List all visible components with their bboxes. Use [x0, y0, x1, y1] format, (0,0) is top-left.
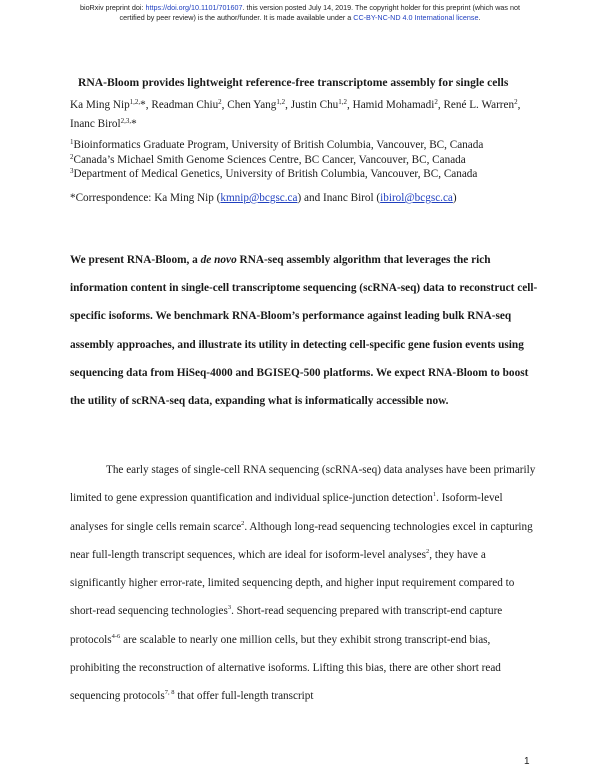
- author-affiliation-sup: 2: [514, 98, 518, 106]
- header-text: . this version posted July 14, 2019. The copyright holder for this preprint (which was not: [242, 3, 521, 12]
- author-name: Inanc Birol: [70, 118, 121, 130]
- affiliation-number: 3: [70, 167, 74, 175]
- header-text: bioRxiv preprint doi:: [79, 3, 146, 12]
- body-text: , they have a significantly higher error-rate, limited sequencing depth, and higher input requirement compared to short-read sequencing technologies: [70, 548, 515, 618]
- body-text: The early stages of single-cell RNA sequencing (scRNA-seq) data analyses have been primarily limited to gene expression quantification and individual splice-junction detection: [70, 464, 536, 505]
- doi-link[interactable]: https://doi.org/10.1101/701607: [145, 3, 243, 12]
- correspondence-text: *Correspondence: Ka Ming Nip (: [70, 192, 221, 204]
- email-link-nip[interactable]: kmnip@bcgsc.ca: [220, 192, 298, 204]
- introduction-paragraph: [70, 456, 540, 711]
- abstract-italic-text: de novo: [200, 254, 237, 266]
- abstract-text: We present RNA-Bloom, a: [70, 254, 201, 266]
- corresponding-author-mark: *: [140, 99, 146, 111]
- paper-title: RNA-Bloom provides lightweight reference-free transcriptome assembly for single cells: [78, 76, 509, 89]
- affiliation-text: Canada’s Michael Smith Genome Sciences Centre, BC Cancer, Vancouver, BC, Canada: [73, 153, 466, 166]
- header-text: .: [478, 12, 481, 22]
- author-name: Chen Yang: [227, 99, 277, 111]
- author-affiliation-sup: 2: [218, 98, 222, 106]
- abstract: [70, 246, 540, 415]
- affiliation-line: [70, 153, 550, 168]
- affiliation-text: Department of Medical Genetics, University of British Columbia, Vancouver, BC, Canada: [73, 168, 478, 180]
- author-name: Justin Chu: [290, 99, 339, 111]
- affiliation-text: Bioinformatics Graduate Program, University of British Columbia, Vancouver, BC, Canada: [73, 139, 484, 151]
- email-link-birol[interactable]: ibirol@bcgsc.ca: [380, 192, 453, 204]
- citation-ref: 3: [227, 604, 232, 612]
- body-text: . Short-read sequencing prepared with transcript-end capture protocols: [70, 605, 503, 646]
- body-text: that offer full-length transcript: [174, 690, 314, 703]
- affiliation-line: [70, 138, 550, 153]
- author-name: Readman Chiu: [151, 99, 219, 111]
- body-text: are scalable to nearly one million cells, but they exhibit strong transcript-end bias, prohibiting the reconstruction of alternative isoforms. Lifting this bias, there are other short read sequencing protocols: [70, 633, 501, 703]
- affiliations: [70, 138, 550, 182]
- author-list: [70, 96, 540, 134]
- affiliation-number: 1: [70, 138, 74, 146]
- author-name: Hamid Mohamadi: [352, 99, 435, 111]
- author-separator: ,: [517, 99, 521, 111]
- citation-ref: 1: [432, 491, 437, 499]
- citation-ref: 7, 8: [164, 689, 175, 697]
- author-separator: ,: [221, 99, 228, 111]
- citation-ref: 2: [426, 547, 430, 555]
- corresponding-author-mark: *: [131, 118, 137, 130]
- author-separator: ,: [145, 99, 152, 111]
- page-number: 1: [524, 756, 530, 767]
- preprint-header: [0, 3, 600, 22]
- author-name: Ka Ming Nip: [70, 99, 130, 111]
- body-text: . Although long-read sequencing technologies excel in capturing near full-length transcript sequences, which are ideal for isoform-level analyses: [70, 520, 533, 561]
- author-name: René L. Warren: [443, 99, 515, 111]
- header-line-1: [0, 3, 600, 13]
- citation-ref: 4-6: [111, 632, 121, 640]
- author-separator: ,: [437, 99, 444, 111]
- author-affiliation-sup: 1,2,: [129, 98, 141, 106]
- author-affiliation-sup: 2: [434, 98, 438, 106]
- affiliation-line: [70, 167, 550, 182]
- citation-ref: 2: [241, 519, 245, 527]
- author-separator: ,: [285, 99, 291, 111]
- abstract-text: RNA-seq assembly algorithm that leverages the rich information content in single-cell transcriptome sequencing (scRNA-seq) data to reconstruct cell-specific isoforms. We benchmark RNA-Bloom’s performance against leading bulk RNA-seq assembly approaches, and illustrate its utility in detecting cell-specific gene fusion events using sequencing data from HiSeq-4000 and BGISEQ-500 platforms. We expect RNA-Bloom to boost the utility of scRNA-seq data, expanding what is informatically accessible now.: [70, 254, 538, 408]
- header-text: certified by peer review) is the author/funder. It is made available under a: [119, 12, 354, 22]
- author-affiliation-sup: 2,3,: [120, 117, 132, 125]
- correspondence-text: ) and Inanc Birol (: [297, 192, 381, 204]
- body-text: . Isoform-level analyses for single cells remain scarce: [70, 492, 503, 533]
- author-separator: ,: [347, 99, 353, 111]
- correspondence: [70, 192, 457, 204]
- correspondence-text: ): [452, 192, 457, 204]
- affiliation-number: 2: [70, 152, 74, 161]
- author-affiliation-sup: 1,2: [338, 98, 348, 106]
- header-line-2: [0, 13, 600, 23]
- license-link[interactable]: CC-BY-NC-ND 4.0 International license: [353, 12, 479, 22]
- author-affiliation-sup: 1,2: [276, 98, 286, 106]
